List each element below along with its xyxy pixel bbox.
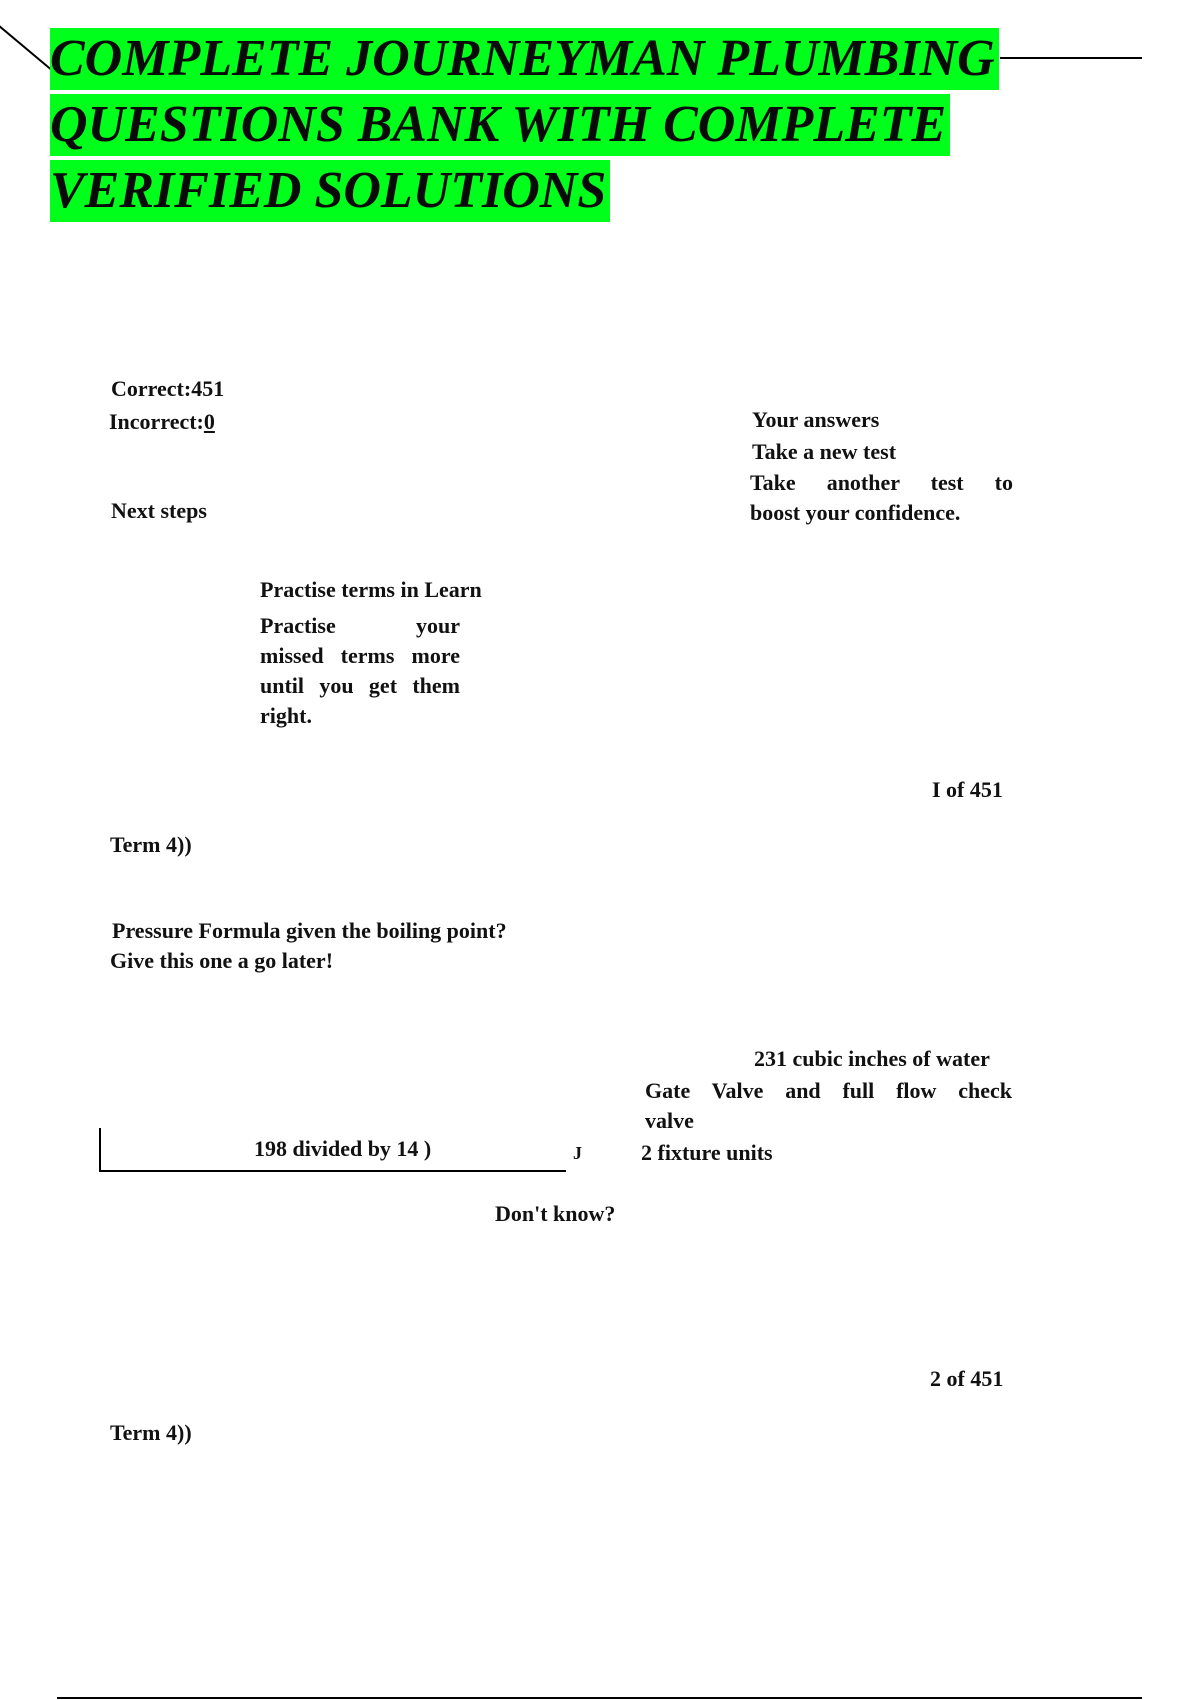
header-right-rule <box>1000 57 1142 59</box>
document-title <box>50 28 1010 226</box>
answer-option-c-box[interactable] <box>99 1128 566 1172</box>
learn-desc-line-3: until you get them <box>260 673 460 698</box>
answer-option-d[interactable]: 2 fixture units <box>641 1140 773 1165</box>
footer-rule <box>57 1697 1142 1699</box>
answer-option-a[interactable]: 231 cubic inches of water <box>754 1046 990 1071</box>
take-new-test-button[interactable]: Take a new test <box>752 439 897 464</box>
answer-option-b-line-1[interactable]: Gate Valve and full flow check <box>645 1078 1012 1103</box>
next-steps-heading: Next steps <box>111 498 207 523</box>
incorrect-value: 0 <box>203 409 215 434</box>
title-line-3: VERIFIED SOLUTIONS <box>50 160 610 222</box>
your-answers-link[interactable]: Your answers <box>752 407 880 432</box>
practise-learn-description <box>260 611 460 731</box>
correct-value: 451 <box>191 376 225 401</box>
dont-know-button[interactable]: Don't know? <box>495 1201 616 1226</box>
corner-diagonal-line <box>0 22 56 74</box>
title-line-2: QUESTIONS BANK WITH COMPLETE <box>50 94 950 156</box>
practise-learn-button[interactable]: Practise terms in Learn <box>260 577 482 602</box>
question-2-counter: 2 of 451 <box>930 1366 1004 1391</box>
new-test-description-line-2: boost your confidence. <box>750 500 961 525</box>
incorrect-label: Incorrect: <box>109 409 204 434</box>
learn-desc-line-2: missed terms more <box>260 643 460 668</box>
question-counter: I of 451 <box>932 777 1003 802</box>
incorrect-count <box>109 407 215 437</box>
term-label: Term 4)) <box>110 832 192 857</box>
question-prompt: Pressure Formula given the boiling point? <box>112 918 507 943</box>
answer-option-c: 198 divided by 14 ) <box>254 1136 432 1161</box>
new-test-description-line-1: Take another test to <box>750 470 1013 495</box>
correct-count <box>111 374 224 404</box>
answer-option-b-line-2[interactable]: valve <box>645 1108 694 1133</box>
title-line-1: COMPLETE JOURNEYMAN PLUMBING <box>50 28 999 90</box>
question-2-term-label: Term 4)) <box>110 1420 192 1445</box>
question-hint: Give this one a go later! <box>110 948 334 973</box>
learn-desc-line-4: right. <box>260 703 312 728</box>
answer-option-d-marker: J <box>573 1143 582 1163</box>
correct-label: Correct: <box>111 376 192 401</box>
learn-desc-line-1: Practise your <box>260 613 460 638</box>
